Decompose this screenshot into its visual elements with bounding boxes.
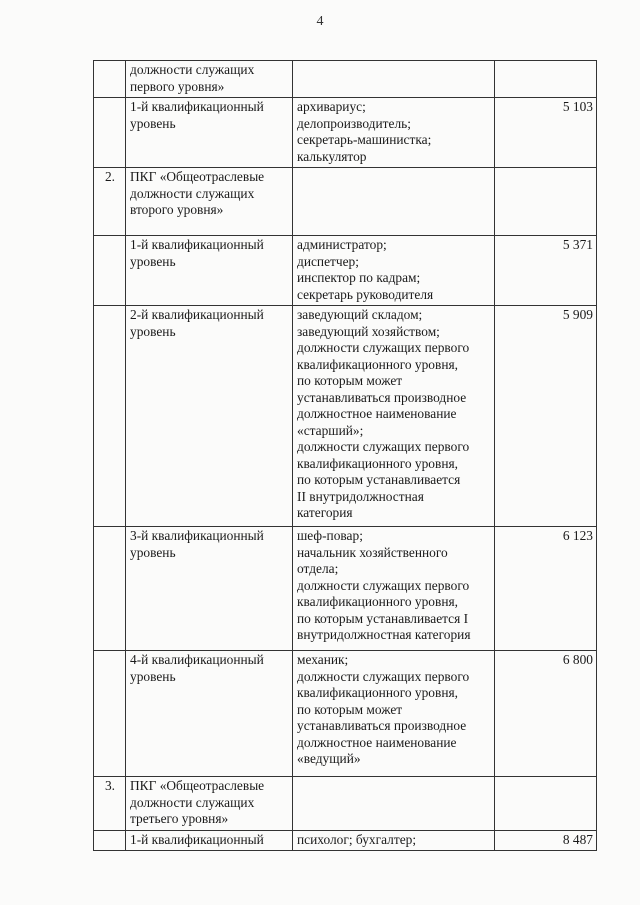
salary-table xyxy=(93,60,597,851)
salary-value: 5 909 xyxy=(495,306,597,527)
qualification-group: 3-й квалификационный уровень xyxy=(126,527,293,651)
qualification-group: ПКГ «Общеотраслевые должности служащих второго уровня» xyxy=(126,168,293,236)
page-number: 4 xyxy=(316,14,324,29)
row-number xyxy=(94,98,126,168)
table-row xyxy=(94,61,597,98)
salary-value: 8 487 xyxy=(495,830,597,851)
table-row xyxy=(94,777,597,831)
salary-value: 6 800 xyxy=(495,651,597,777)
row-number: 3. xyxy=(94,777,126,831)
row-number: 2. xyxy=(94,168,126,236)
row-number xyxy=(94,830,126,851)
salary-value: 5 103 xyxy=(495,98,597,168)
salary-value xyxy=(495,61,597,98)
positions-list xyxy=(293,777,495,831)
qualification-group: 1-й квалификационный уровень xyxy=(126,236,293,306)
row-number xyxy=(94,306,126,527)
positions-list: шеф-повар; начальник хозяйственного отдела; должности служащих первого квалификационного уровня, по которым устанавливается I внутридолжностная категория xyxy=(293,527,495,651)
table-row xyxy=(94,236,597,306)
salary-value xyxy=(495,777,597,831)
positions-list xyxy=(293,168,495,236)
row-number xyxy=(94,527,126,651)
qualification-group: должности служащих первого уровня» xyxy=(126,61,293,98)
row-number xyxy=(94,236,126,306)
salary-value: 6 123 xyxy=(495,527,597,651)
table-row xyxy=(94,651,597,777)
qualification-group: 4-й квалификационный уровень xyxy=(126,651,293,777)
table-row xyxy=(94,306,597,527)
positions-list: психолог; бухгалтер; xyxy=(293,830,495,851)
salary-value: 5 371 xyxy=(495,236,597,306)
positions-list: заведующий складом; заведующий хозяйством; должности служащих первого квалификационного уровня, по которым может устанавливаться производное должностное наименование «старший»; должности служащих первого квалификационного уровня, по которым устанавливается II внутридолжностная категория xyxy=(293,306,495,527)
positions-list: администратор; диспетчер; инспектор по кадрам; секретарь руководителя xyxy=(293,236,495,306)
table-row xyxy=(94,98,597,168)
row-number xyxy=(94,651,126,777)
positions-list: архивариус; делопроизводитель; секретарь-машинистка; калькулятор xyxy=(293,98,495,168)
qualification-group: 1-й квалификационный xyxy=(126,830,293,851)
qualification-group: 1-й квалификационный уровень xyxy=(126,98,293,168)
qualification-group: ПКГ «Общеотраслевые должности служащих третьего уровня» xyxy=(126,777,293,831)
positions-list: механик; должности служащих первого квалификационного уровня, по которым может устанавливаться производное должностное наименование «ведущий» xyxy=(293,651,495,777)
positions-list xyxy=(293,61,495,98)
salary-value xyxy=(495,168,597,236)
table-row xyxy=(94,168,597,236)
table-row xyxy=(94,527,597,651)
row-number xyxy=(94,61,126,98)
table-row xyxy=(94,830,597,851)
qualification-group: 2-й квалификационный уровень xyxy=(126,306,293,527)
